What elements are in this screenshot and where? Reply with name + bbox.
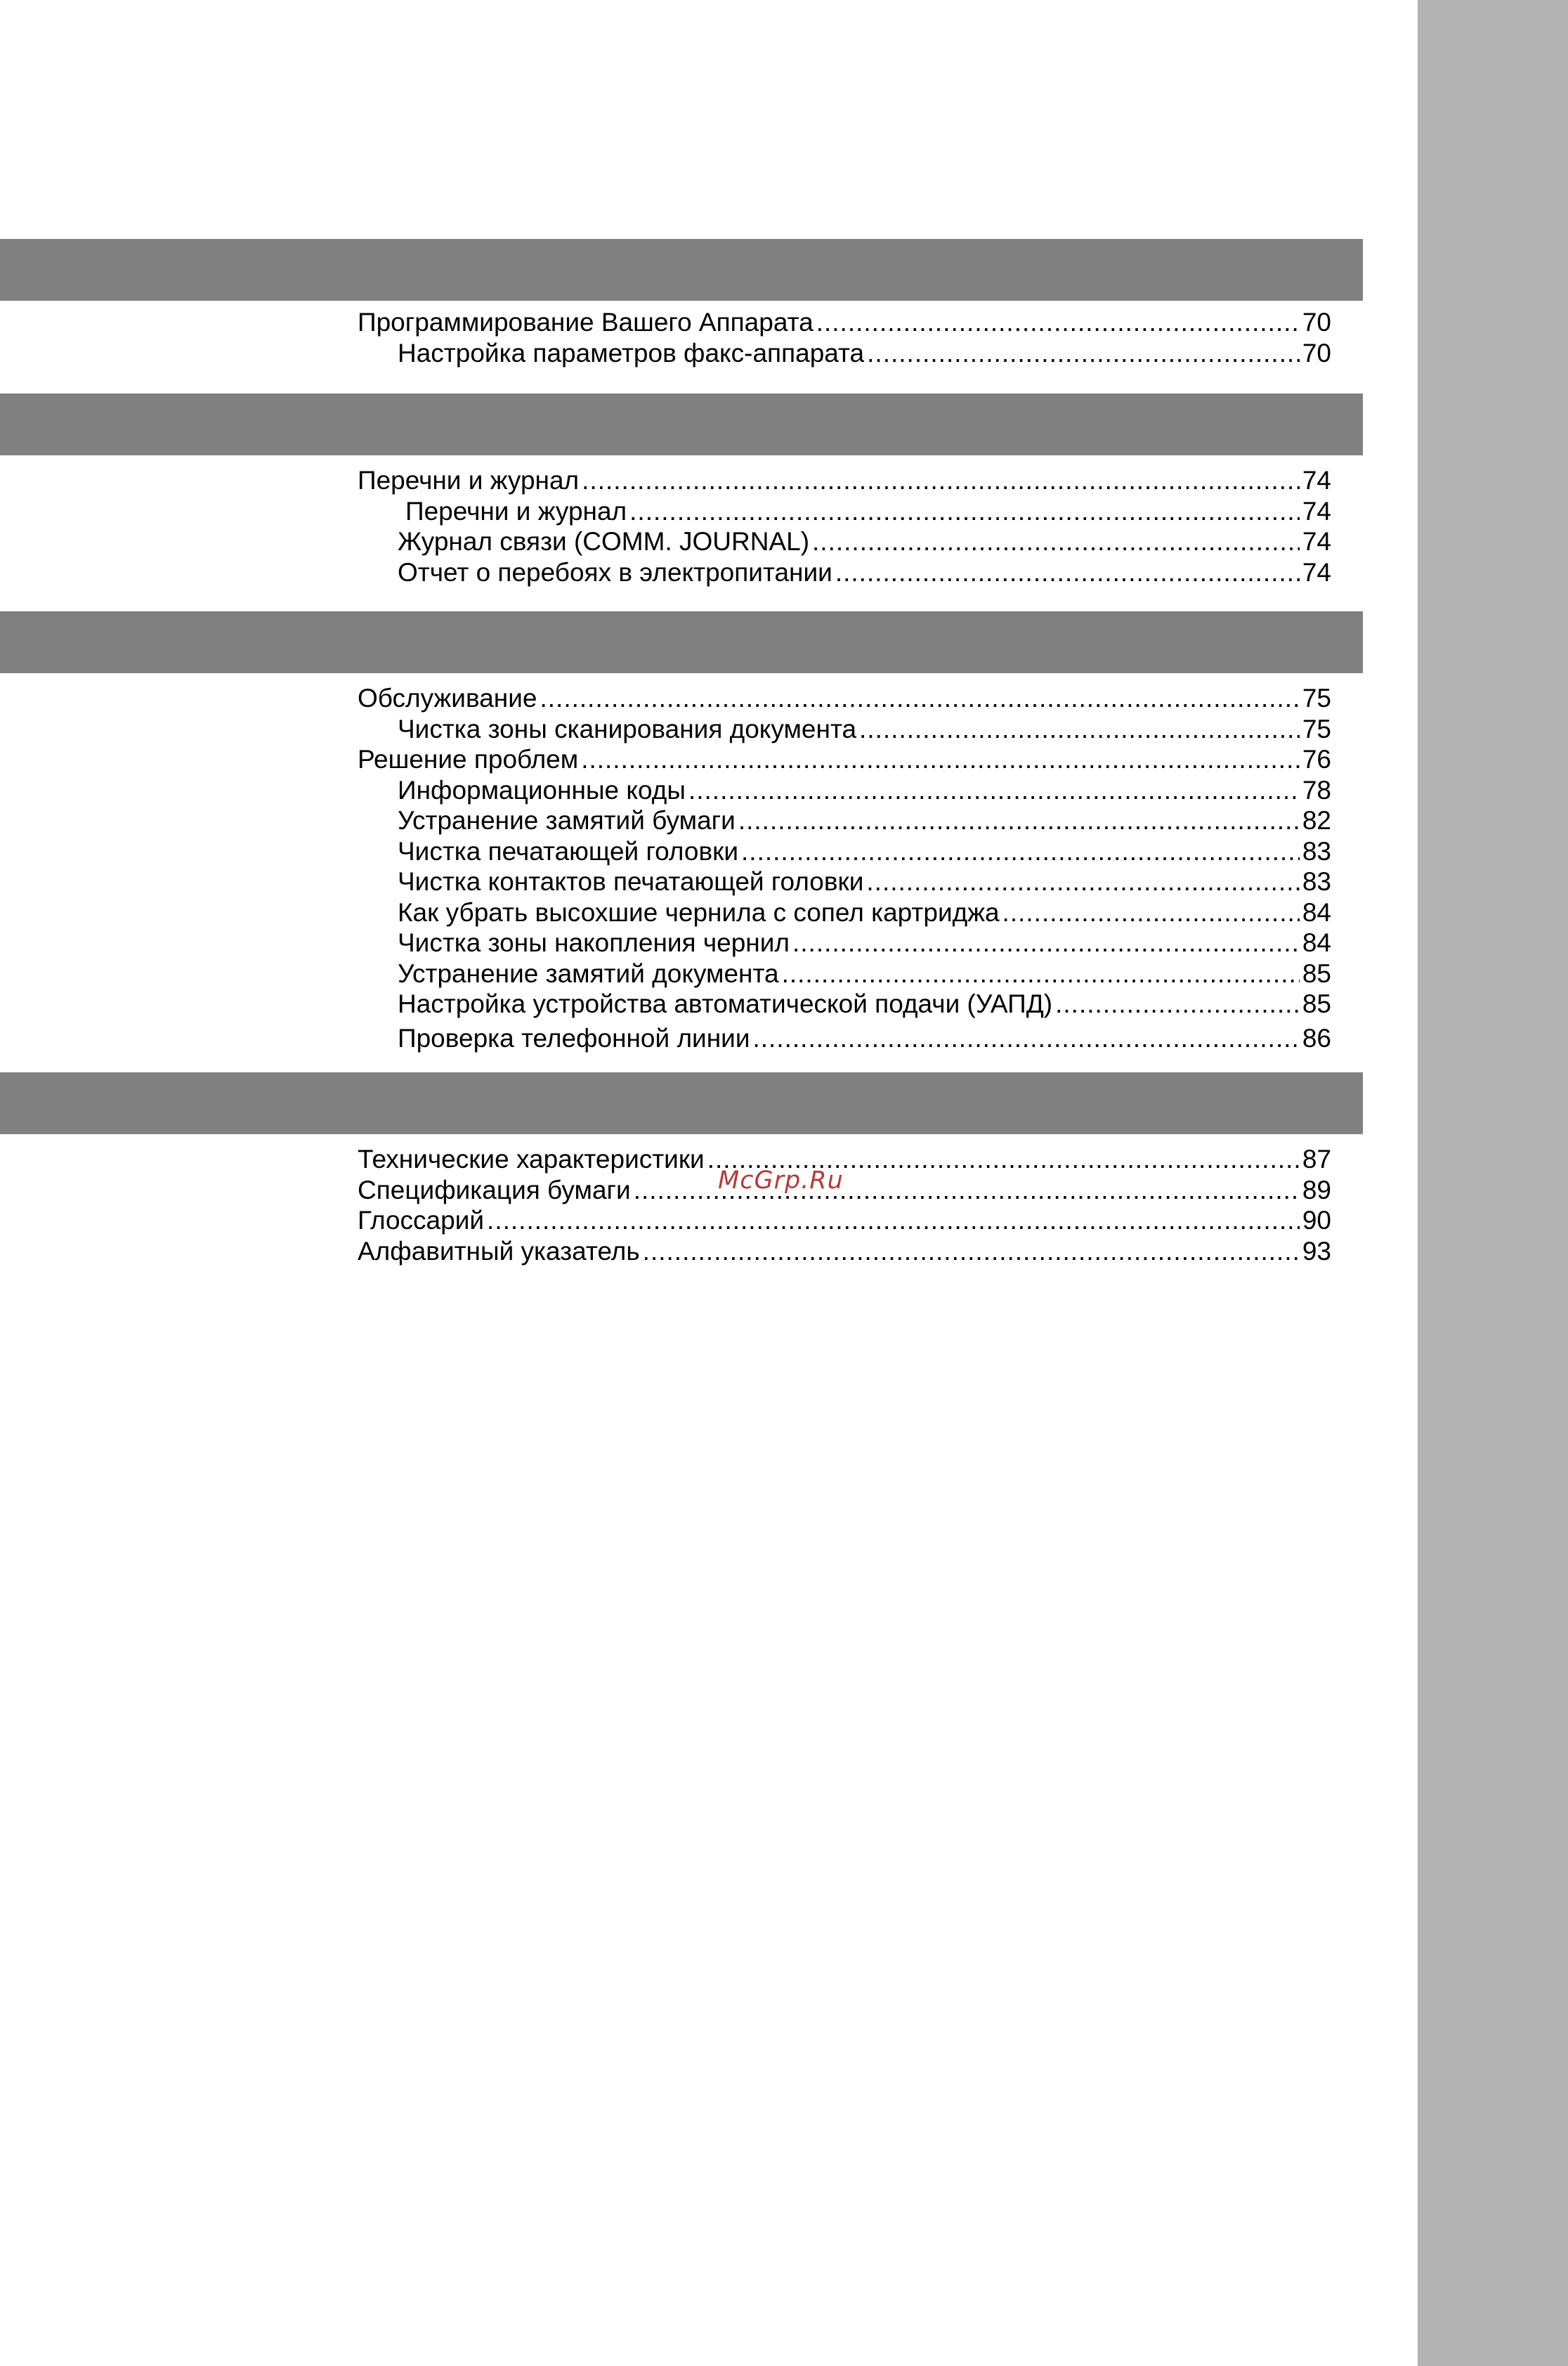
leader-dots: [753, 1023, 1300, 1054]
toc-entry[interactable]: [358, 496, 1331, 527]
toc-entry[interactable]: [358, 928, 1331, 958]
toc-entry-title: Чистка печатающей головки: [398, 836, 739, 866]
toc-entry-page: 85: [1302, 989, 1331, 1018]
toc-entry-page: 70: [1302, 338, 1331, 368]
toc-entry-title: Решение проблем: [358, 745, 579, 774]
toc-section: [358, 683, 1331, 1053]
section-band: [0, 611, 1363, 673]
toc-entry-title: Отчет о перебоях в электропитании: [398, 557, 832, 587]
leader-dots: [581, 744, 1300, 775]
leader-dots: [487, 1205, 1300, 1236]
toc-entry-title: Устранение замятий документа: [398, 958, 779, 988]
toc-entry-page: 74: [1302, 527, 1331, 556]
leader-dots: [1055, 989, 1300, 1020]
section-band: [0, 239, 1363, 301]
toc-entry-page: 70: [1302, 308, 1331, 337]
toc-entry-title: Настройка устройства автоматической подачи (УАПД): [398, 989, 1053, 1018]
leader-dots: [866, 866, 1299, 897]
toc-entry-page: 83: [1302, 836, 1331, 866]
toc-entry-title: Перечни и журнал: [405, 496, 627, 526]
toc-entry[interactable]: [358, 1175, 1331, 1206]
toc-entry-page: 84: [1302, 928, 1331, 957]
toc-entry-title: Информационные коды: [398, 775, 686, 805]
toc-entry[interactable]: [358, 557, 1331, 588]
toc-entry[interactable]: [358, 714, 1331, 745]
leader-dots: [741, 836, 1300, 867]
toc-entry[interactable]: [358, 526, 1331, 557]
toc-entry-title: Алфавитный указатель: [358, 1236, 640, 1266]
toc-entry-title: Обслуживание: [358, 684, 537, 713]
toc-entry-page: 89: [1302, 1175, 1331, 1204]
toc-entry-title: Спецификация бумаги: [358, 1175, 631, 1204]
toc-entry-title: Технические характеристики: [358, 1145, 705, 1174]
toc-entry[interactable]: [358, 866, 1331, 897]
toc-entry-page: 74: [1302, 557, 1331, 587]
toc-entry-title: Журнал связи (COMM. JOURNAL): [398, 527, 810, 556]
side-tab-strip: [1418, 0, 1568, 2366]
toc-entry-title: Чистка зоны накопления чернил: [398, 928, 790, 957]
toc-entry-page: 75: [1302, 684, 1331, 713]
toc-entry-title: Перечни и журнал: [358, 466, 580, 495]
toc-entry-title: Устранение замятий бумаги: [398, 806, 736, 835]
toc-entry-page: 87: [1302, 1145, 1331, 1174]
toc-entry[interactable]: [358, 307, 1331, 338]
toc-entry[interactable]: [358, 805, 1331, 836]
leader-dots: [812, 526, 1300, 557]
toc-entry[interactable]: [358, 744, 1331, 775]
toc-entry-page: 78: [1302, 775, 1331, 805]
toc-entry[interactable]: [358, 1205, 1331, 1236]
toc-entry-page: 76: [1302, 745, 1331, 774]
toc-entry[interactable]: [358, 1023, 1331, 1054]
leader-dots: [816, 307, 1300, 338]
toc-entry-page: 84: [1302, 897, 1331, 927]
toc-entry-page: 90: [1302, 1206, 1331, 1235]
toc-section: [358, 1144, 1331, 1266]
leader-dots: [792, 928, 1300, 958]
leader-dots: [643, 1236, 1300, 1267]
toc-entry[interactable]: [358, 897, 1331, 928]
toc-entry[interactable]: [358, 683, 1331, 714]
leader-dots: [835, 557, 1300, 588]
toc-entry-page: 85: [1302, 958, 1331, 988]
toc-section: [358, 465, 1331, 587]
toc-entry[interactable]: [358, 989, 1331, 1020]
section-band: [0, 394, 1363, 455]
toc-entry[interactable]: [358, 1236, 1331, 1267]
toc-entry-page: 74: [1302, 466, 1331, 495]
section-band: [0, 1072, 1363, 1134]
leader-dots: [540, 683, 1299, 714]
toc-entry[interactable]: [358, 775, 1331, 806]
toc-entry-page: 93: [1302, 1236, 1331, 1266]
toc-entry-title: Как убрать высохшие чернила с сопел картриджа: [398, 897, 1000, 927]
toc-entry-page: 86: [1302, 1023, 1331, 1053]
toc-entry[interactable]: [358, 1144, 1331, 1175]
leader-dots: [859, 714, 1300, 745]
toc-entry-title: Чистка контактов печатающей головки: [398, 867, 864, 896]
leader-dots: [629, 496, 1300, 527]
leader-dots: [688, 775, 1300, 806]
toc-entry[interactable]: [358, 465, 1331, 496]
toc-section: [358, 307, 1331, 368]
toc-entry-title: Чистка зоны сканирования документа: [398, 714, 857, 743]
leader-dots: [582, 465, 1300, 496]
leader-dots: [782, 958, 1300, 989]
toc-entry-page: 82: [1302, 806, 1331, 835]
toc-entry[interactable]: [358, 836, 1331, 867]
watermark-text: McGrp.Ru: [718, 1166, 844, 1195]
toc-entry-title: Глоссарий: [358, 1206, 485, 1235]
toc-entry-page: 75: [1302, 714, 1331, 743]
toc-entry-page: 83: [1302, 867, 1331, 896]
toc-entry[interactable]: [358, 958, 1331, 989]
leader-dots: [1002, 897, 1300, 928]
toc-entry-title: Проверка телефонной линии: [398, 1023, 750, 1053]
leader-dots: [867, 338, 1300, 369]
leader-dots: [738, 805, 1300, 836]
toc-entry-title: Программирование Вашего Аппарата: [358, 308, 814, 337]
toc-entry-title: Настройка параметров факс-аппарата: [398, 338, 865, 368]
toc-entry-page: 74: [1302, 496, 1331, 526]
toc-entry[interactable]: [358, 338, 1331, 369]
